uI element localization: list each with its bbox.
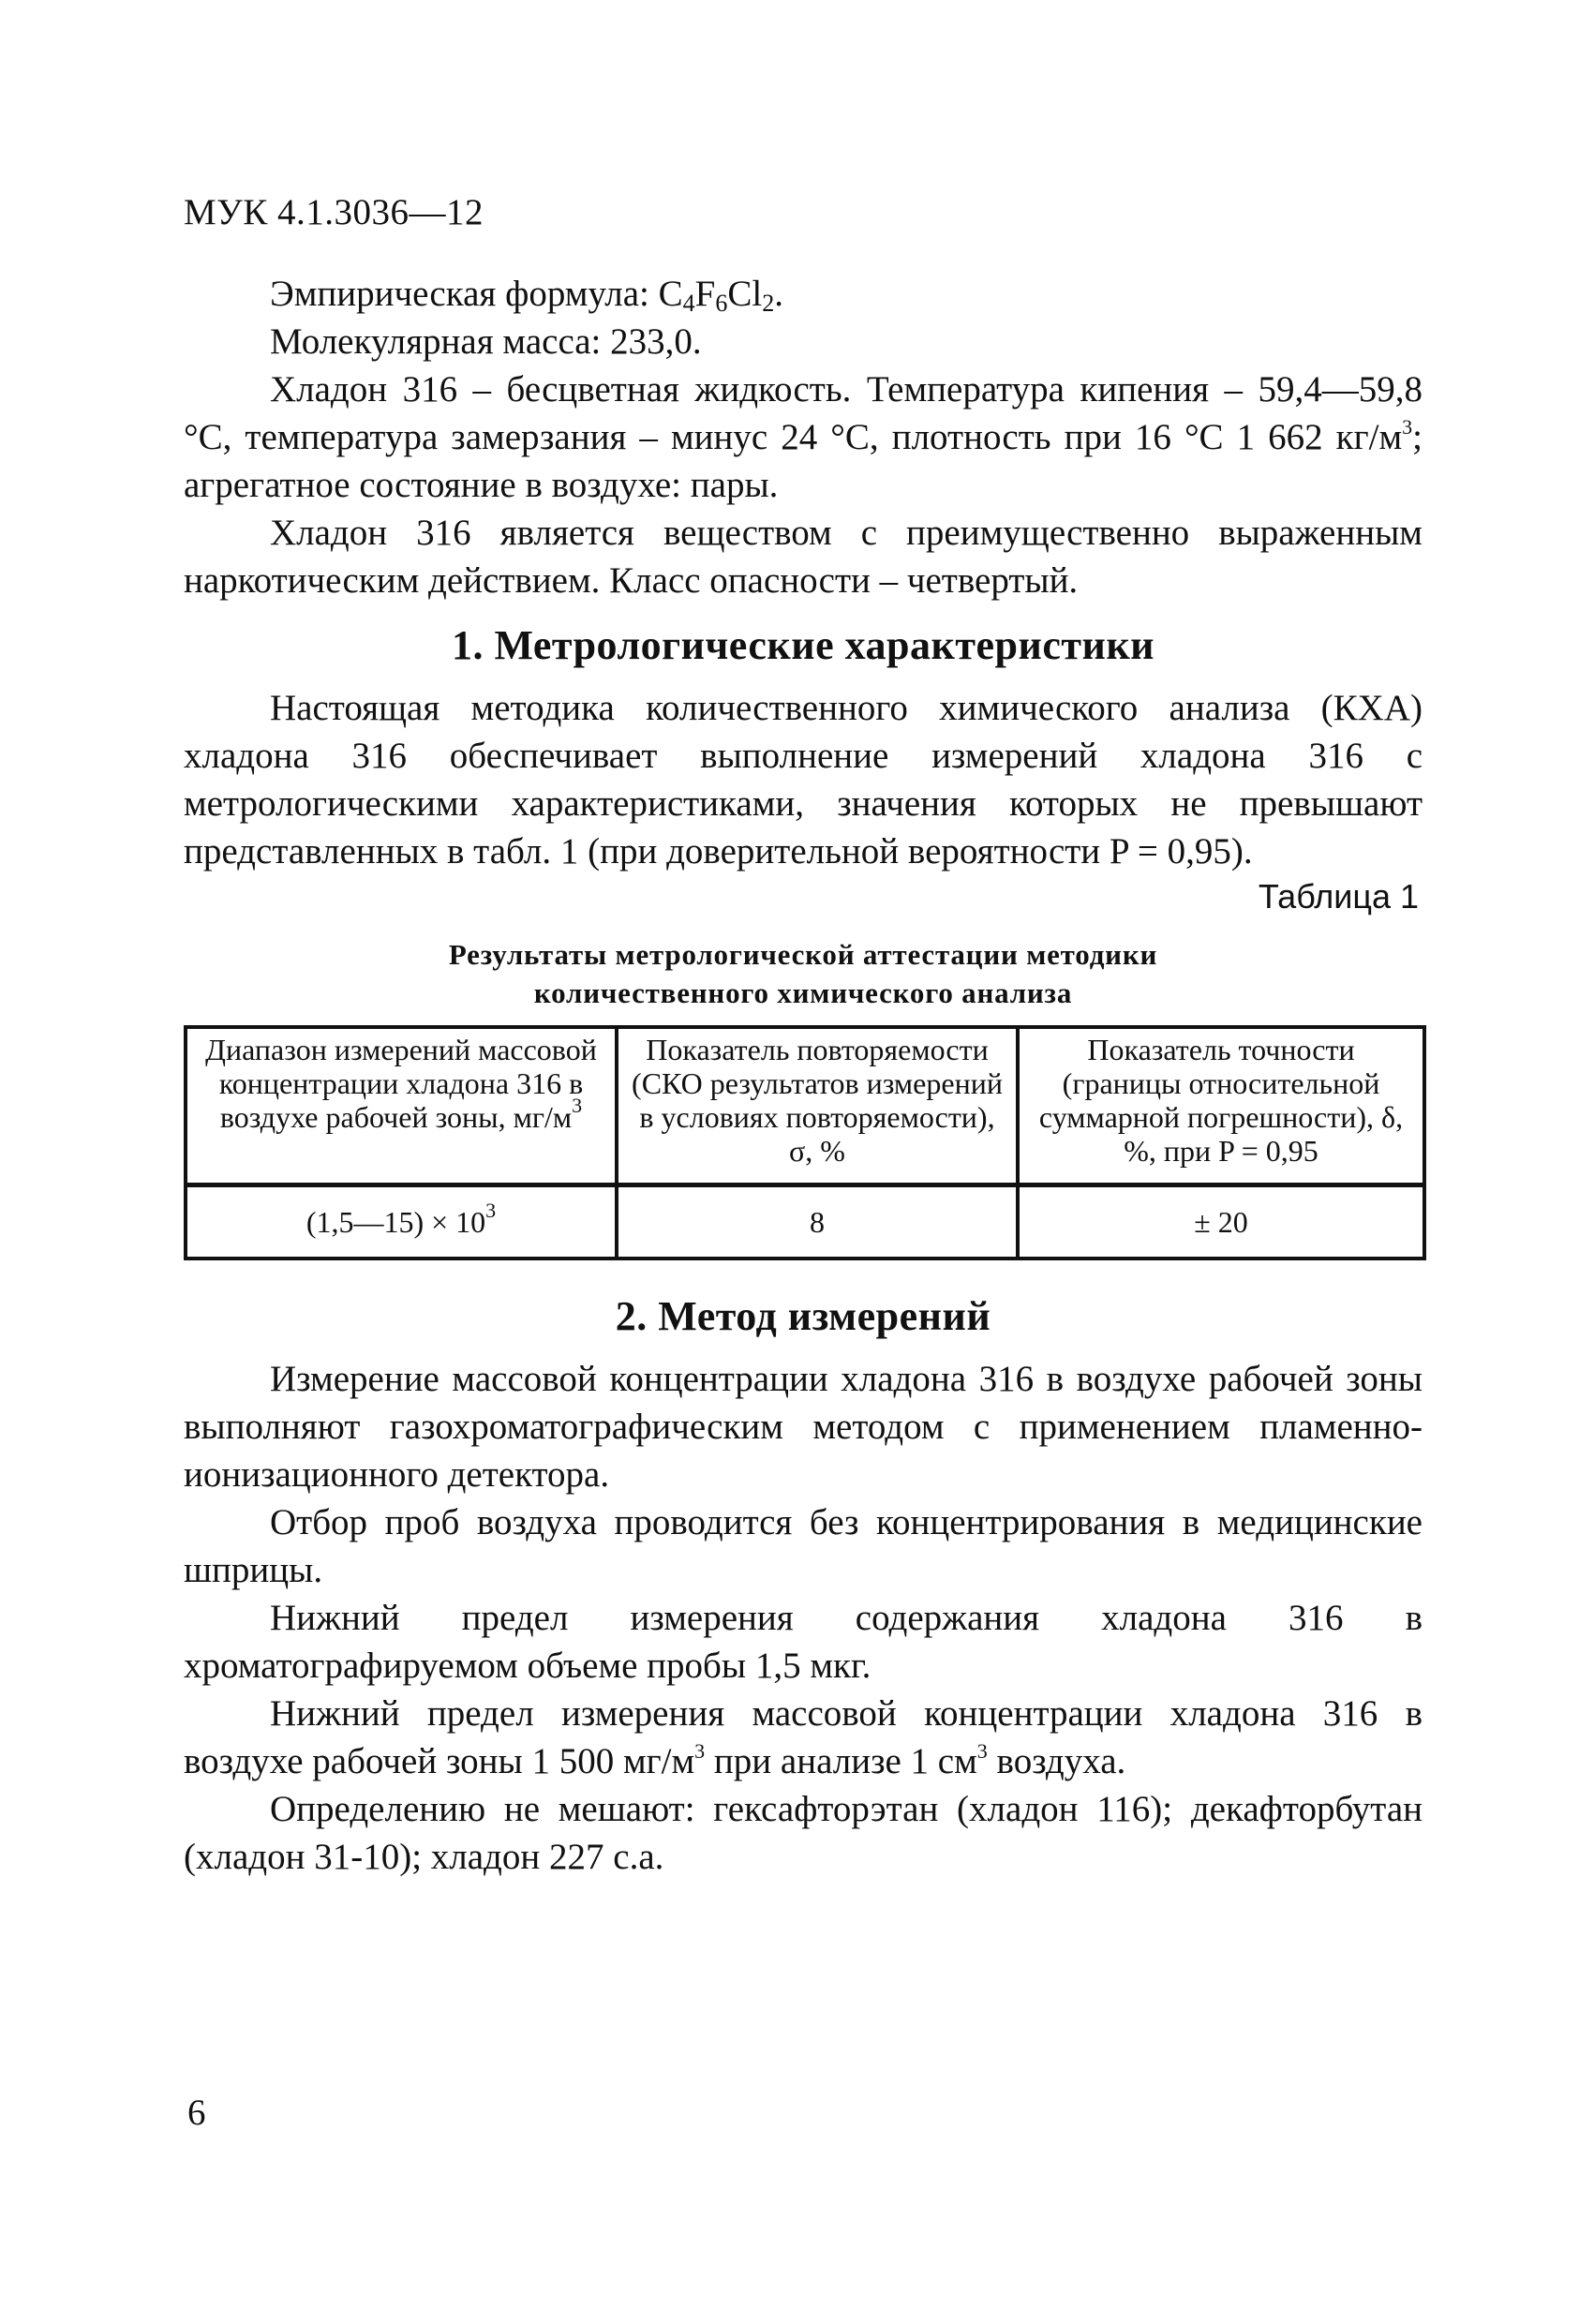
header-accuracy: Показатель точности (границы относительной суммарной погрешности), δ, %, при P = 0,95 — [1018, 1027, 1424, 1185]
cell-delta: ± 20 — [1018, 1185, 1424, 1259]
table-title-line-2: количественного химического анализа — [533, 976, 1073, 1009]
formula-c: C — [658, 274, 683, 314]
section2-title: 2. Метод измерений — [615, 1293, 991, 1339]
hazard-text: Хладон 316 является веществом с преимущественно выраженным наркотическим действием. Класс опасности – четвертый. — [184, 513, 1423, 601]
props-text-a: Хладон 316 – бесцветная жидкость. Температура кипения – 59,4—59,8 °С, температура замерзания – минус 24 °С, плотность при 16 °С 1 662 кг/м — [184, 369, 1423, 457]
table-header-row — [186, 1027, 1424, 1185]
section1-text: Настоящая методика количественного химического анализа (КХА) хладона 316 обеспечивает выполнение измерений хладона 316 с метрологическими характеристиками, значения которых не превышают представленных в табл. 1 (при доверительной вероятности P = 0,95). — [184, 688, 1423, 872]
formula-cl-count: 2 — [762, 290, 775, 317]
header-repeatability: Показатель повторяемости (СКО результатов измерений в условиях повторяемости), σ, % — [617, 1027, 1018, 1185]
section2-p5: Определению не мешают: гексафторэтан (хладон 116); декафторбутан (хладон 31-10); хладон 227 с.а. — [184, 1789, 1423, 1877]
section2-p4 — [184, 1690, 1423, 1785]
table-title — [184, 935, 1423, 1012]
header-range-sup: 3 — [572, 1094, 583, 1117]
table-label: Таблица 1 — [1258, 877, 1419, 916]
section2-p2: Отбор проб воздуха проводится без концентрирования в медицинские шприцы. — [184, 1502, 1423, 1590]
p4-text-a: Нижний предел измерения массовой концентрации хладона 316 в воздухе рабочей зоны 1 500 мг/м — [184, 1693, 1423, 1781]
section1-title: 1. Метрологические характеристики — [451, 622, 1155, 668]
formula-c-count: 4 — [682, 290, 695, 317]
formula-cl: Cl — [727, 274, 763, 314]
molar-mass: Молекулярная масса: 233,0. — [270, 321, 702, 362]
formula-f: F — [694, 274, 716, 314]
cell-range-sup: 3 — [485, 1199, 497, 1222]
formula-f-count: 6 — [715, 290, 728, 317]
header-range — [186, 1027, 617, 1185]
formula-end: . — [774, 274, 783, 314]
p4-sup-2: 3 — [976, 1739, 988, 1763]
cell-sigma: 8 — [617, 1185, 1018, 1259]
table-row — [186, 1185, 1424, 1259]
p4-text-c: воздуха. — [987, 1741, 1126, 1781]
p4-sup-1: 3 — [694, 1739, 706, 1763]
props-sup: 3 — [1402, 415, 1413, 439]
metrology-table — [184, 1025, 1426, 1260]
page-content — [184, 270, 1423, 1881]
page-number: 6 — [187, 2093, 206, 2133]
p4-text-b: при анализе 1 см — [705, 1741, 977, 1781]
table-title-line-1: Результаты метрологической аттестации методики — [448, 938, 1158, 971]
empirical-formula — [184, 270, 1423, 318]
cell-range — [186, 1185, 617, 1259]
cell-range-text: (1,5—15) × 10 — [305, 1205, 486, 1239]
physical-properties — [184, 365, 1423, 509]
header-range-text: Диапазон измерений массовой концентрации хладона 316 в воздухе рабочей зоны, мг/м — [205, 1033, 597, 1134]
section2-p3: Нижний предел измерения содержания хладона 316 в хроматографируемом объеме пробы 1,5 мкг. — [184, 1598, 1423, 1686]
props-text-b: ; агрегатное состояние в воздухе: пары. — [184, 417, 1423, 505]
formula-label: Эмпирическая формула: — [270, 274, 649, 314]
section2-p1: Измерение массовой концентрации хладона 316 в воздухе рабочей зоны выполняют газохроматографическим методом с применением пламенно-ионизационного детектора. — [184, 1359, 1423, 1495]
doc-code-header: МУК 4.1.3036—12 — [184, 192, 484, 232]
